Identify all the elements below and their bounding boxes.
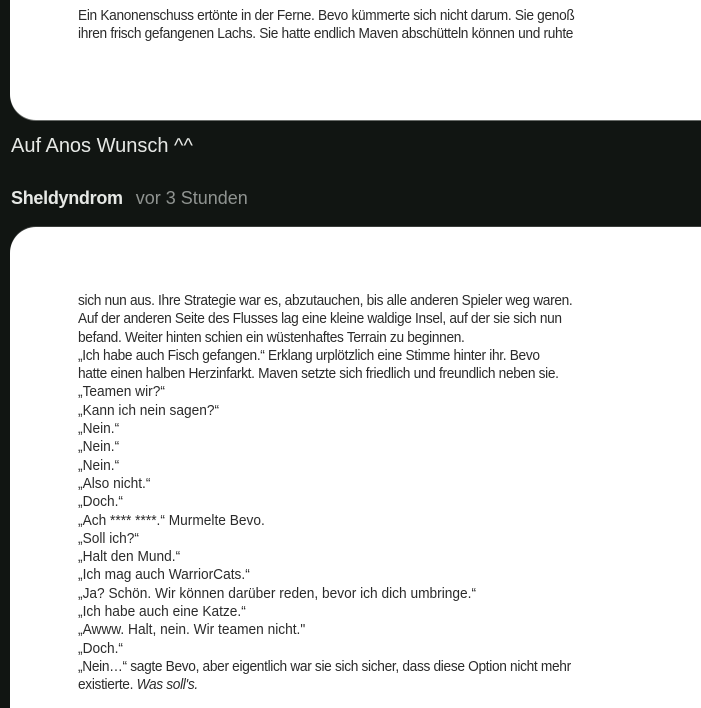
story-line: sich nun aus. Ihre Strategie war es, abzutauchen, bis alle anderen Spieler weg waren. xyxy=(78,293,573,309)
story-line: „Also nicht.“ xyxy=(78,475,151,492)
chapter-timestamp: vor 3 Stunden xyxy=(135,188,248,208)
story-line: hatte einen halben Herzinfarkt. Maven setzte sich friedlich und freundlich neben sie. xyxy=(78,366,559,383)
story-line: „Teamen wir?“ xyxy=(78,384,165,401)
author-name[interactable]: Sheldyndrom xyxy=(11,188,123,208)
story-line: „Doch.“ xyxy=(78,640,123,657)
story-line: ihren frisch gefangenen Lachs. Sie hatte endlich Maven abschütteln können und ruhte xyxy=(78,26,574,43)
story-line: „Nein…“ sagte Bevo, aber eigentlich war sie sich sicher, dass diese Option nicht mehr xyxy=(78,658,571,675)
story-line-last xyxy=(78,676,680,694)
story-line: „Nein.“ xyxy=(78,457,120,474)
current-chapter-card xyxy=(10,227,701,708)
previous-chapter-text xyxy=(78,7,680,44)
story-line: „Ich habe auch eine Katze.“ xyxy=(78,604,246,621)
chapter-title: Auf Anos Wunsch ^^ xyxy=(11,135,193,157)
current-chapter-text xyxy=(78,292,680,695)
story-line: „Ich mag auch WarriorCats.“ xyxy=(78,567,250,584)
story-line: „Ich habe auch Fisch gefangen.“ Erklang urplötzlich eine Stimme hinter ihr. Bevo xyxy=(78,347,540,364)
story-line: „Nein.“ xyxy=(78,439,120,456)
story-line: „Doch.“ xyxy=(78,494,123,511)
story-line: befand. Weiter hinten schien ein wüstenhaftes Terrain zu beginnen. xyxy=(78,329,465,346)
story-line-last-italic: Was soll's. xyxy=(136,677,198,694)
chapter-meta xyxy=(11,188,248,209)
story-line: Auf der anderen Seite des Flusses lag eine kleine waldige Insel, auf der sie sich nun xyxy=(78,311,562,328)
story-line: „Halt den Mund.“ xyxy=(78,549,181,566)
story-line: „Ja? Schön. Wir können darüber reden, bevor ich dich umbringe.“ xyxy=(78,585,477,602)
story-line: „Nein.“ xyxy=(78,421,120,438)
story-line-last-prefix: existierte. xyxy=(78,677,137,694)
story-line: „Kann ich nein sagen?“ xyxy=(78,402,220,419)
story-line: „Ach **** ****.“ Murmelte Bevo. xyxy=(78,512,265,529)
story-line: „Soll ich?“ xyxy=(78,530,139,547)
previous-chapter-card xyxy=(10,0,701,120)
story-line: „Awww. Halt, nein. Wir teamen nicht." xyxy=(78,622,306,639)
story-line: Ein Kanonenschuss ertönte in der Ferne. Bevo kümmerte sich nicht darum. Sie genoß xyxy=(78,8,575,24)
